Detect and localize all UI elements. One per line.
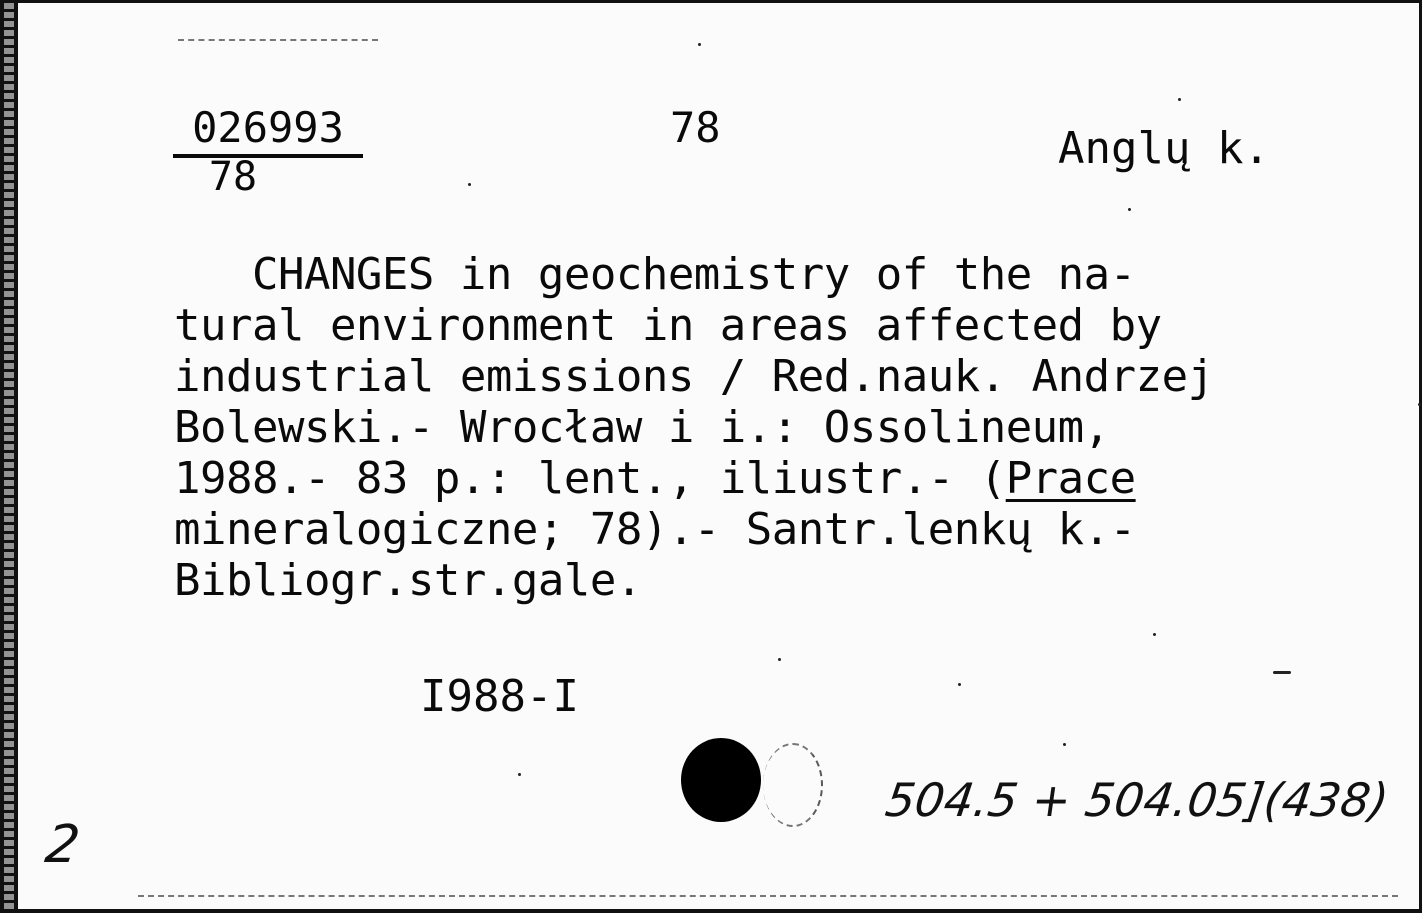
speck bbox=[468, 183, 471, 186]
call-number-denominator: 78 bbox=[208, 154, 258, 200]
language-label: Anglų k. bbox=[1058, 123, 1270, 174]
dotted-line bbox=[178, 39, 378, 41]
bibliographic-description bbox=[174, 249, 1214, 606]
description-line: Bibliogr.str.gale. bbox=[174, 555, 642, 606]
description-line: Bolewski.- Wrocław i i.: Ossolineum, bbox=[174, 402, 1110, 453]
description-line: CHANGES in geochemistry of the na- bbox=[174, 249, 1136, 300]
handwritten-corner-mark: 2 bbox=[41, 815, 84, 875]
speck bbox=[778, 658, 781, 661]
speck bbox=[518, 773, 521, 776]
call-number bbox=[173, 103, 363, 200]
description-line: mineralogiczne; 78).- Santr.lenkų k.- bbox=[174, 504, 1136, 555]
speck bbox=[958, 683, 961, 686]
punch-hole bbox=[681, 738, 761, 822]
speck bbox=[698, 43, 701, 46]
punch-hole-outline bbox=[763, 743, 823, 827]
series-title: Prace bbox=[1005, 453, 1136, 504]
description-line: 1988.- 83 p.: lent., iliustr.- (Prace bbox=[174, 453, 1136, 504]
speck bbox=[1153, 633, 1156, 636]
speck bbox=[1418, 403, 1421, 406]
call-number-numerator: 026993 bbox=[173, 103, 363, 158]
speck bbox=[1273, 671, 1291, 674]
handwritten-classification: 504.5 + 504.05](438) bbox=[882, 773, 1392, 827]
speck bbox=[1178, 98, 1181, 101]
speck bbox=[1128, 208, 1131, 211]
description-line: industrial emissions / Red.nauk. Andrzej bbox=[174, 351, 1214, 402]
description-line: tural environment in areas affected by bbox=[174, 300, 1162, 351]
accession-number: I988-I bbox=[420, 671, 579, 722]
dotted-line bbox=[138, 895, 1398, 897]
speck bbox=[1063, 743, 1066, 746]
card-edge-strip bbox=[4, 3, 14, 909]
volume-number: 78 bbox=[670, 103, 721, 152]
